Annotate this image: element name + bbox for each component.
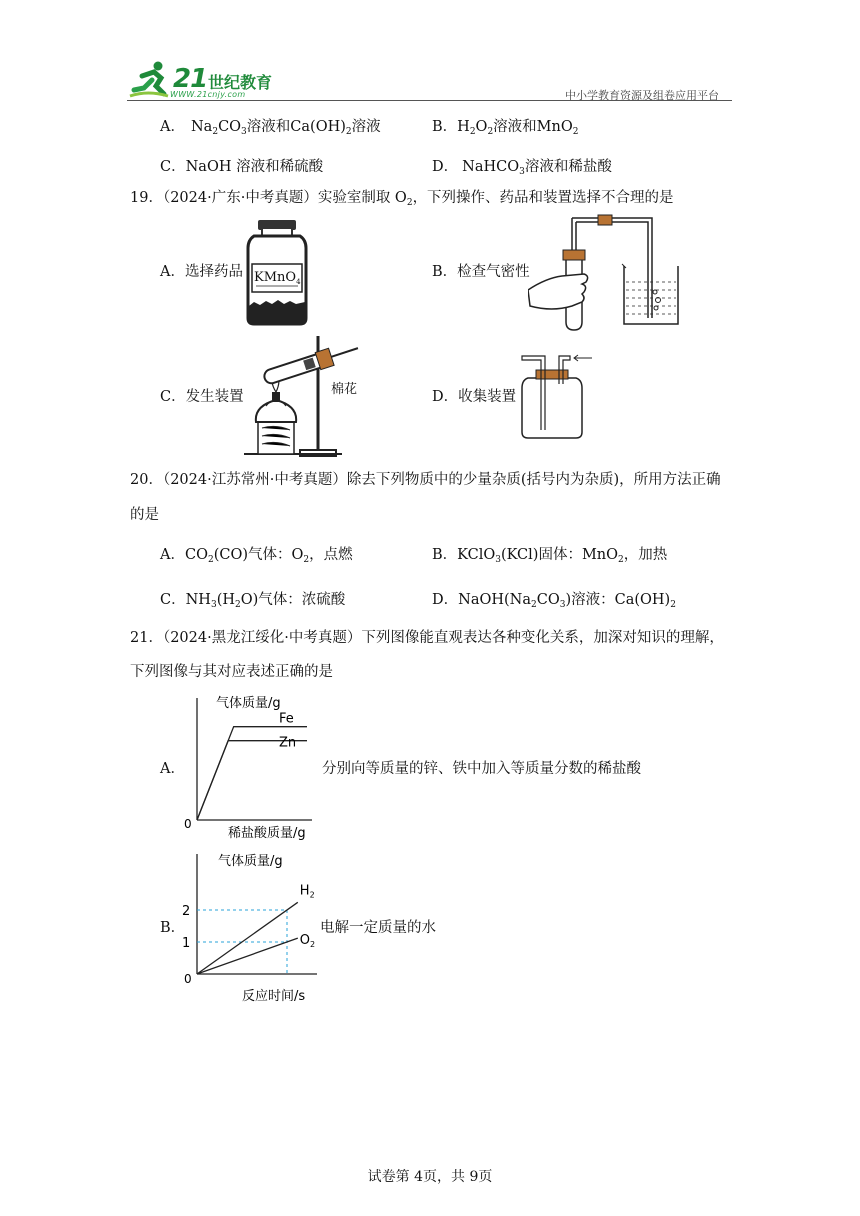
generation-apparatus-illustration [242,334,362,460]
runner-logo-icon [128,60,172,100]
chart-b-ytick-2: 2 [182,904,191,919]
chart-b-line-h2 [197,902,298,974]
chart-b-axes [197,854,317,974]
chart-a-xlabel: 稀盐酸质量/g [228,826,306,841]
q21-option-b-letter: B． [160,920,186,936]
cotton-label: 棉花 [331,382,358,397]
chart-a-axes [197,698,312,820]
chart-a-zn-fe-hcl [172,690,322,845]
q20-option-d: D．$NaOH(Na_2CO_3)$溶液：$Ca(OH)_2$ [432,592,676,610]
q19-option-b-label: B．检查气密性 [432,264,530,280]
brand-name: 世纪教育 [208,73,273,92]
q18-option-b: B．$H_2O_2$溶液和MnO$_2$ [432,119,579,137]
header-right-text: 中小学教育资源及组卷应用平台 [565,89,719,102]
q19-option-a-label: A．选择药品 [160,264,243,280]
chart-a-ylabel: 气体质量/g [216,696,281,711]
q18-option-c: C．NaOH 溶液和稀硫酸 [160,159,324,175]
q18-option-d: D． NaHCO$_3$溶液和稀盐酸 [432,159,612,177]
header-divider [127,100,732,101]
chart-a-series-label-fe: Fe [279,711,294,727]
q20-option-b: B．KClO$_3$(KCl)固体：MnO$_2$，加热 [432,547,668,565]
q20-option-a: A．$CO_2(CO)$气体：$O_2$，点燃 [160,547,353,565]
q20-stem-line2: 的是 [130,507,159,523]
chart-b-series-label-h2: $H_2$ [299,883,315,900]
q21-option-b-desc: 电解一定质量的水 [320,920,436,936]
q21-stem-line2: 下列图像与其对应表述正确的是 [130,664,333,680]
q19-option-d-label: D．收集装置 [432,389,517,405]
chart-a-series-label-zn: Zn [279,735,297,751]
q21-option-a-desc: 分别向等质量的锌、铁中加入等质量分数的稀盐酸 [322,761,641,777]
chart-b-line-o2 [197,938,298,974]
chart-b-ytick-1: 1 [182,936,191,951]
chart-b-electrolysis [172,850,332,1005]
reagent-label: KMnO$_4$ [254,270,301,286]
q21-option-a-letter: A． [160,761,185,777]
chart-b-ylabel: 气体质量/g [218,854,283,869]
airtight-check-illustration [528,214,688,334]
chart-b-xlabel: 反应时间/s [242,989,306,1004]
chart-a-origin: 0 [184,817,192,831]
chart-a-line-zn [197,741,307,820]
page-footer: 试卷第 4页，共 9页 [367,1169,493,1185]
q18-option-a: A． $Na_2CO_3$溶液和$Ca(OH)_2$溶液 [160,119,381,137]
collection-bottle-illustration [514,348,596,442]
chart-b-origin: 0 [184,972,192,986]
q20-stem-line1: 20．（2024·江苏常州·中考真题）除去下列物质中的少量杂质(括号内为杂质)，所用方法正确 [130,472,721,488]
q20-option-c: C．$NH_3(H_2O)$气体：浓硫酸 [160,592,346,610]
brand-url: WWW.21cnjy.com [170,90,246,99]
q19-option-c-label: C．发生装置 [160,389,244,405]
chart-b-series-label-o2: $O_2$ [299,933,316,950]
brand-number: 21 [173,64,208,94]
q21-stem-line1: 21．（2024·黑龙江绥化·中考真题）下列图像能直观表达各种变化关系，加深对知识的理解， [130,630,724,646]
q19-stem: 19．（2024·广东·中考真题）实验室制取 $O_2$，下列操作、药品和装置选择不合理的是 [130,190,674,208]
